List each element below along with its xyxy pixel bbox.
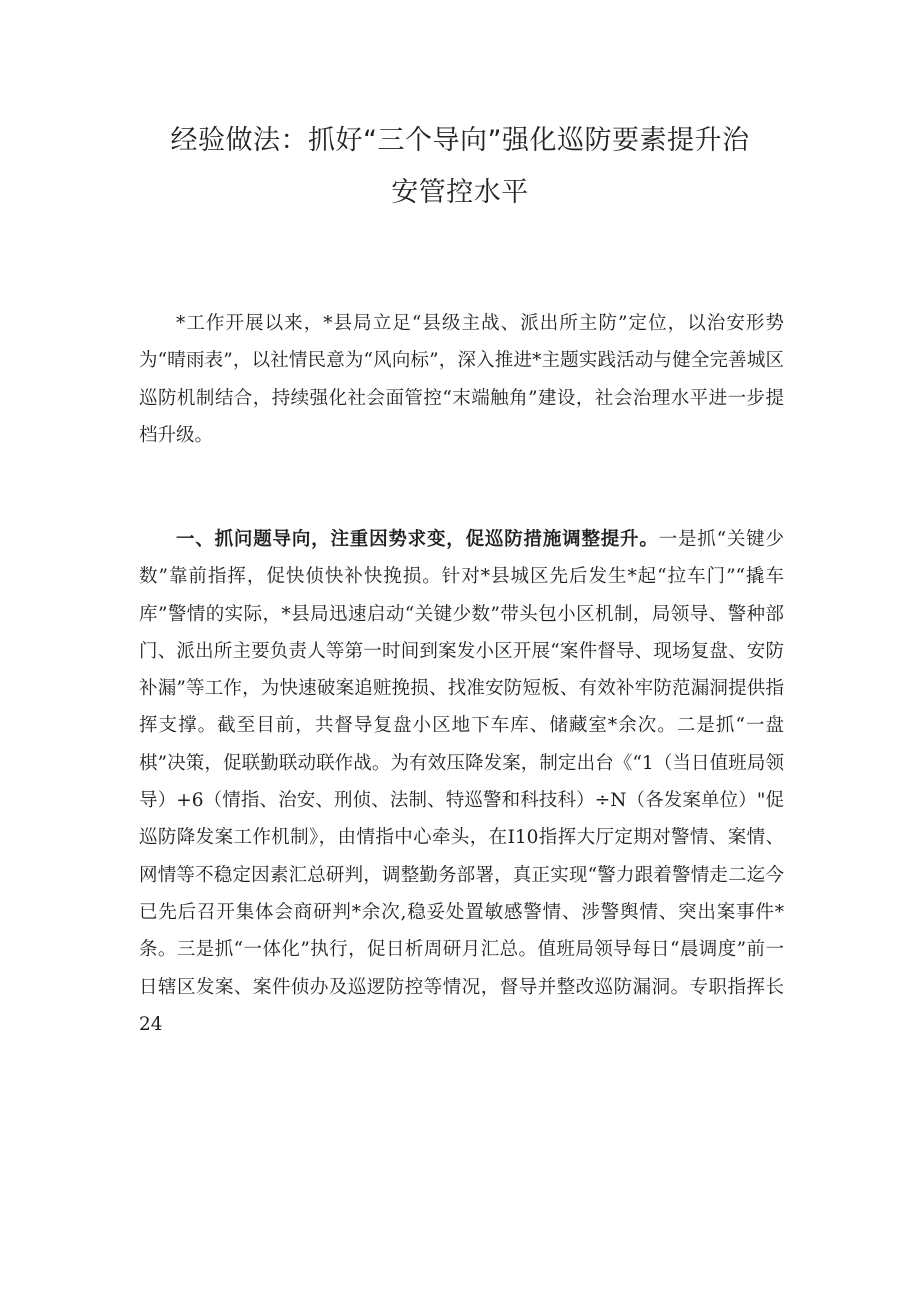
document-title-line-1: 经验做法：抓好“三个导向”强化巡防要素提升治: [170, 125, 750, 156]
section-1-heading: 一、抓问题导向，注重因势求变，促巡防措施调整提升。: [176, 529, 659, 550]
paragraph-intro: *工作开展以来，*县局立足“县级主战、派出所主防”定位，以治安形势为“晴雨表”，以社情民意为“风向标”，深入推进*主题实践活动与健全完善城区巡防机制结合，持续强化社会面管控“末端触角”建设，社会治理水平进一步提档升级。: [139, 313, 784, 446]
paragraph-section-1: [139, 521, 784, 1043]
document-title-line-2: 安管控水平: [391, 177, 529, 208]
section-1-body: 一是抓“关键少数”靠前指挥，促快侦快补快挽损。针对*县城区先后发生*起“拉车门”“撬车库”警情的实际，*县局迅速启动“关键少数”带头包小区机制，局领导、警种部门、派出所主要负责人等第一时间到案发小区开展“案件督导、现场复盘、安防补漏”等工作，为快速破案追赃挽损、找准安防短板、有效补牢防范漏洞提供指挥支撑。截至目前，共督导复盘小区地下车库、储藏室*余次。二是抓“一盘棋”决策，促联勤联动联作战。为有效压降发案，制定出台《“1（当日值班局领导）+6（情指、治安、刑侦、法制、特巡警和科技科）÷N（各发案单位）"促巡防降发案工作机制》，由情指中心牵头，在I10指挥大厅定期对警情、案情、网情等不稳定因素汇总研判，调整勤务部署，真正实现“警力跟着警情走二迄今已先后召开集体会商研判*余次,稳妥处置敏感警情、涉警舆情、突出案事件*条。三是抓“一体化”执行，促日析周研月汇总。值班局领导每日“晨调度”前一日辖区发案、案件侦办及巡逻防控等情况，督导并整改巡防漏洞。专职指挥长24: [139, 529, 784, 1035]
